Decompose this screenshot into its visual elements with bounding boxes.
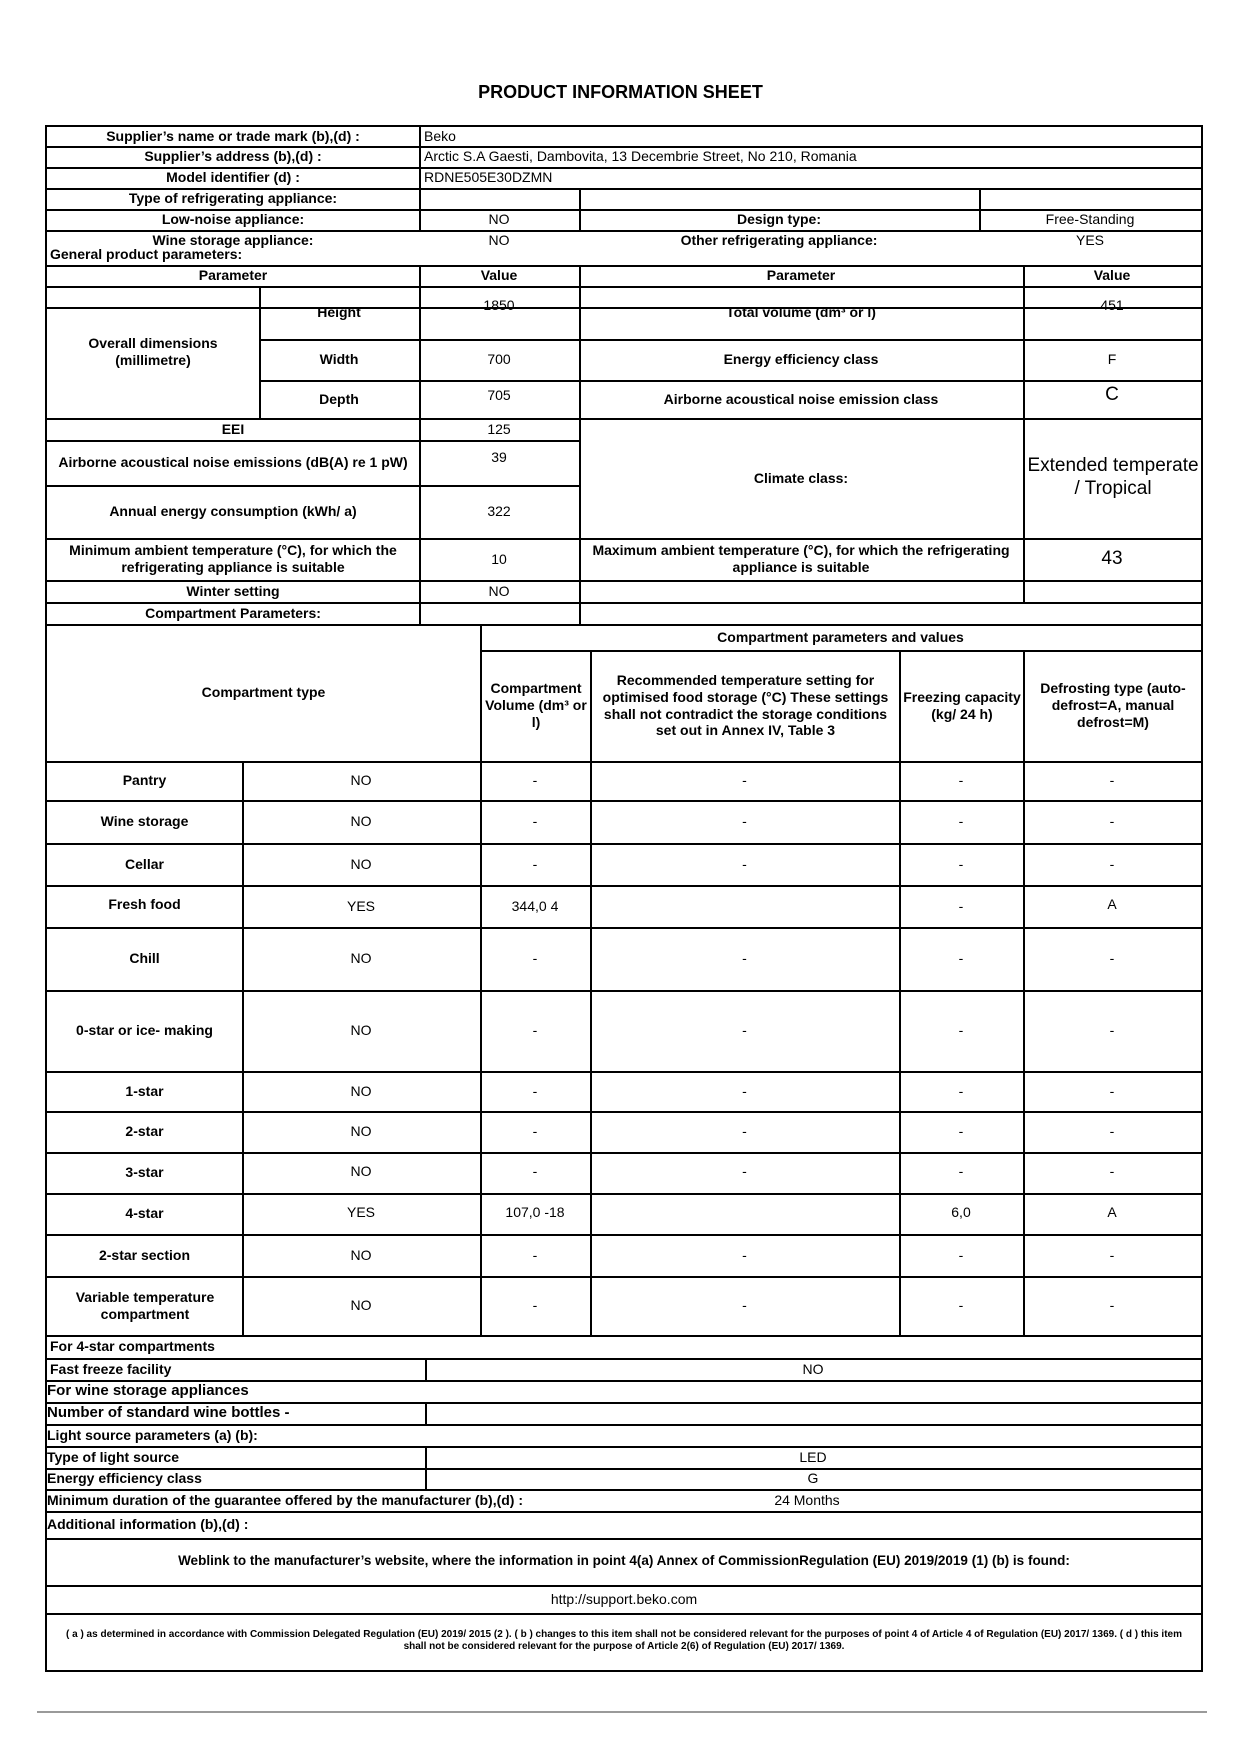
energy-class-label: Energy efficiency class [723,351,879,368]
compartment-defrost: - [1109,813,1115,830]
compartment-temp: - [742,855,747,872]
compartment-temp: - [742,1162,747,1179]
compartment-name: 2-star section [98,1246,191,1263]
compartment-volume: - [532,1297,538,1314]
total-volume-label: Total volume (dm³ or l) [726,304,876,321]
climate-class-label: Climate class: [753,469,849,486]
compartment-temp: - [742,950,747,967]
light-type-value: LED [799,1448,827,1465]
product-information-table [45,125,1203,1672]
compartment-values-header: Compartment parameters and values [717,628,964,645]
page-title: PRODUCT INFORMATION SHEET [478,82,763,102]
overall-dimensions-label: Overall dimensions (millimetre) [88,335,218,368]
compartment-name: 2-star [125,1123,164,1140]
compartment-freezing: - [958,855,964,872]
additional-info-label: Additional information (b),(d) : [47,1516,249,1533]
compartment-present: NO [350,1022,372,1039]
compartment-present: YES [346,897,375,914]
compartment-freezing: - [958,1022,964,1039]
compartment-temp: - [742,1123,747,1140]
wine-bottles-label: Number of standard wine bottles - [47,1404,290,1421]
compartment-temp [590,1193,899,1232]
compartment-temp: - [742,813,747,830]
compartment-temp: - [742,1022,747,1039]
other-appliance-label: Other refrigerating appliance: [680,232,878,249]
other-appliance-value: YES [1075,232,1104,249]
compartment-volume: - [532,950,538,967]
compartment-freezing: 6,0 [951,1204,971,1221]
compartment-freezing: - [958,897,964,914]
compartment-volume: - [532,772,538,789]
compartment-defrost: A [1107,1204,1117,1221]
noise-emissions-value: 39 [491,449,507,466]
design-type-value: Free-Standing [1045,211,1135,228]
compartment-defrost: - [1109,1297,1115,1314]
compartment-present: NO [350,1246,372,1263]
compartment-defrost: - [1109,855,1115,872]
compartment-name: Chill [129,950,160,967]
supplier-address-label: Supplier’s address (b),(d) : [144,148,322,165]
fast-freeze-value: NO [802,1360,824,1377]
general-parameters-label: General product parameters: [50,246,243,263]
compartment-name: Wine storage [100,813,189,830]
volume-header: Compartment Volume (dm³ or l) [485,680,587,730]
width-value: 700 [487,351,511,368]
climate-class-value: Extended temperate / Tropical [1027,455,1199,499]
compartment-type-header: Compartment type [201,684,326,701]
compartment-present: NO [350,1123,372,1140]
eei-value: 125 [487,420,511,437]
compartment-name: 1-star [125,1082,164,1099]
min-ambient-label: Minimum ambient temperature (°C), for which the refrigerating appliance is suitable [69,542,397,575]
compartment-temp: - [742,772,747,789]
supplier-name: Beko [424,128,456,145]
compartment-freezing: - [958,950,964,967]
light-source-section-label: Light source parameters (a) (b): [47,1426,258,1443]
compartment-temp: - [742,1297,747,1314]
low-noise-label: Low-noise appliance: [161,211,305,228]
model-identifier: RDNE505E30DZMN [424,169,553,186]
manufacturer-url[interactable]: http://support.beko.com [550,1590,698,1607]
winter-setting-value: NO [488,582,510,599]
wine-storage-label: Wine storage appliance: [152,232,314,249]
width-label: Width [319,351,359,368]
compartment-freezing: - [958,1162,964,1179]
compartment-parameters-label: Compartment Parameters: [145,604,321,621]
compartment-name: Variable temperature compartment [75,1288,215,1322]
compartment-volume: - [532,1022,538,1039]
height-label: Height [317,304,361,321]
value-header-2: Value [1093,267,1131,284]
temperature-header: Recommended temperature setting for optimised food storage (°C) These settings shall not contradict the storage conditions set out in Annex IV, Table 3 [602,671,889,739]
annual-energy-label: Annual energy consumption (kWh/ a) [109,503,357,520]
compartment-present: NO [350,950,372,967]
compartment-freezing: - [958,1082,964,1099]
compartment-volume: 107,0 -18 [505,1204,565,1221]
compartment-present: YES [346,1204,375,1221]
max-ambient-label: Maximum ambient temperature (°C), for which the refrigerating appliance is suitable [592,542,1010,575]
compartment-temp: - [742,1082,747,1099]
compartment-defrost: - [1109,772,1115,789]
compartment-present: NO [350,813,372,830]
weblink-label: Weblink to the manufacturer’s website, where the information in point 4(a) Annex of CommissionRegulation (EU) 2019/2019 (1) (b) is found: [178,1553,1070,1569]
compartment-volume: - [532,1162,538,1179]
compartment-freezing: - [958,772,964,789]
min-ambient-value: 10 [491,550,507,567]
compartment-present: NO [350,1082,372,1099]
model-identifier-label: Model identifier (d) : [166,169,300,186]
compartment-name: 4-star [125,1205,164,1222]
compartment-defrost: - [1109,1162,1115,1179]
compartment-present: NO [350,772,372,789]
compartment-name: Pantry [122,772,167,789]
guarantee-value: 24 Months [774,1491,840,1508]
appliance-type-label: Type of refrigerating appliance: [128,190,338,207]
compartment-defrost: A [1107,895,1117,912]
compartment-freezing: - [958,1297,964,1314]
compartment-name: 3-star [125,1164,164,1181]
total-volume-value: 451 [1100,296,1124,313]
four-star-section-label: For 4-star compartments [50,1338,215,1355]
compartment-volume: - [532,1246,538,1263]
low-noise-value: NO [488,211,510,228]
compartment-defrost: - [1109,1246,1115,1263]
compartment-name: Cellar [125,855,164,872]
compartment-volume: - [532,1123,538,1140]
eei-label: EEI [221,420,245,437]
compartment-defrost: - [1109,1082,1115,1099]
light-energy-class-label: Energy efficiency class [47,1470,202,1487]
compartment-volume: - [532,1082,538,1099]
bottom-rule [37,1711,1207,1713]
compartment-name: Fresh food [108,895,181,912]
defrosting-type-header: Defrosting type (auto-defrost=A, manual defrost=M) [1040,680,1186,730]
compartment-volume: - [532,855,538,872]
compartment-defrost: - [1109,1123,1115,1140]
compartment-volume: - [532,813,538,830]
compartment-present: NO [350,855,372,872]
compartment-freezing: - [958,1123,964,1140]
footnote: ( a ) as determined in accordance with Commission Delegated Regulation (EU) 2019/ 2015 (2 ). ( b ) changes to this item shall not be considered relevant for the purposes of point 4 of Article 4 of Regulation (EU) 2017/ 1369. ( d ) this item shall not be considered relevant for the purpose of Article 2(6) of Regulation (EU) 2017/ 1369. [66,1629,1182,1652]
guarantee-label: Minimum duration of the guarantee offered by the manufacturer (b),(d) : [47,1491,524,1508]
winter-setting-label: Winter setting [186,582,280,599]
parameter-header: Parameter [198,267,268,284]
compartment-defrost: - [1109,950,1115,967]
supplier-address: Arctic S.A Gaesti, Dambovita, 13 Decembrie Street, No 210, Romania [424,148,857,165]
parameter-header-2: Parameter [766,267,836,284]
compartment-present: NO [350,1162,372,1179]
max-ambient-value: 43 [1101,547,1123,569]
fast-freeze-label: Fast freeze facility [50,1360,172,1377]
depth-value: 705 [487,386,511,403]
noise-class-label: Airborne acoustical noise emission class [663,390,939,407]
compartment-freezing: - [958,813,964,830]
freezing-capacity-header: Freezing capacity (kg/ 24 h) [903,688,1021,722]
noise-class-value: C [1105,383,1119,405]
design-type-label: Design type: [736,211,821,228]
compartment-name: 0-star or ice- making [76,1022,213,1039]
compartment-freezing: - [958,1246,964,1263]
light-energy-class-value: G [807,1470,819,1487]
compartment-temp [590,885,899,927]
noise-emissions-label: Airborne acoustical noise emissions (dB(A) re 1 pW) [58,454,408,471]
depth-label: Depth [319,390,359,407]
supplier-name-label: Supplier’s name or trade mark (b),(d) : [106,128,360,145]
height-value: 1850 [483,296,515,313]
compartment-present: NO [350,1297,372,1314]
light-type-label: Type of light source [47,1448,179,1465]
compartment-temp: - [742,1246,747,1263]
wine-section-label: For wine storage appliances [47,1382,249,1399]
value-header: Value [480,267,518,284]
wine-storage-value: NO [488,232,510,249]
annual-energy-value: 322 [487,503,511,520]
compartment-volume: 344,0 4 [511,897,559,914]
compartment-defrost: - [1109,1022,1115,1039]
energy-class-value: F [1107,351,1117,368]
